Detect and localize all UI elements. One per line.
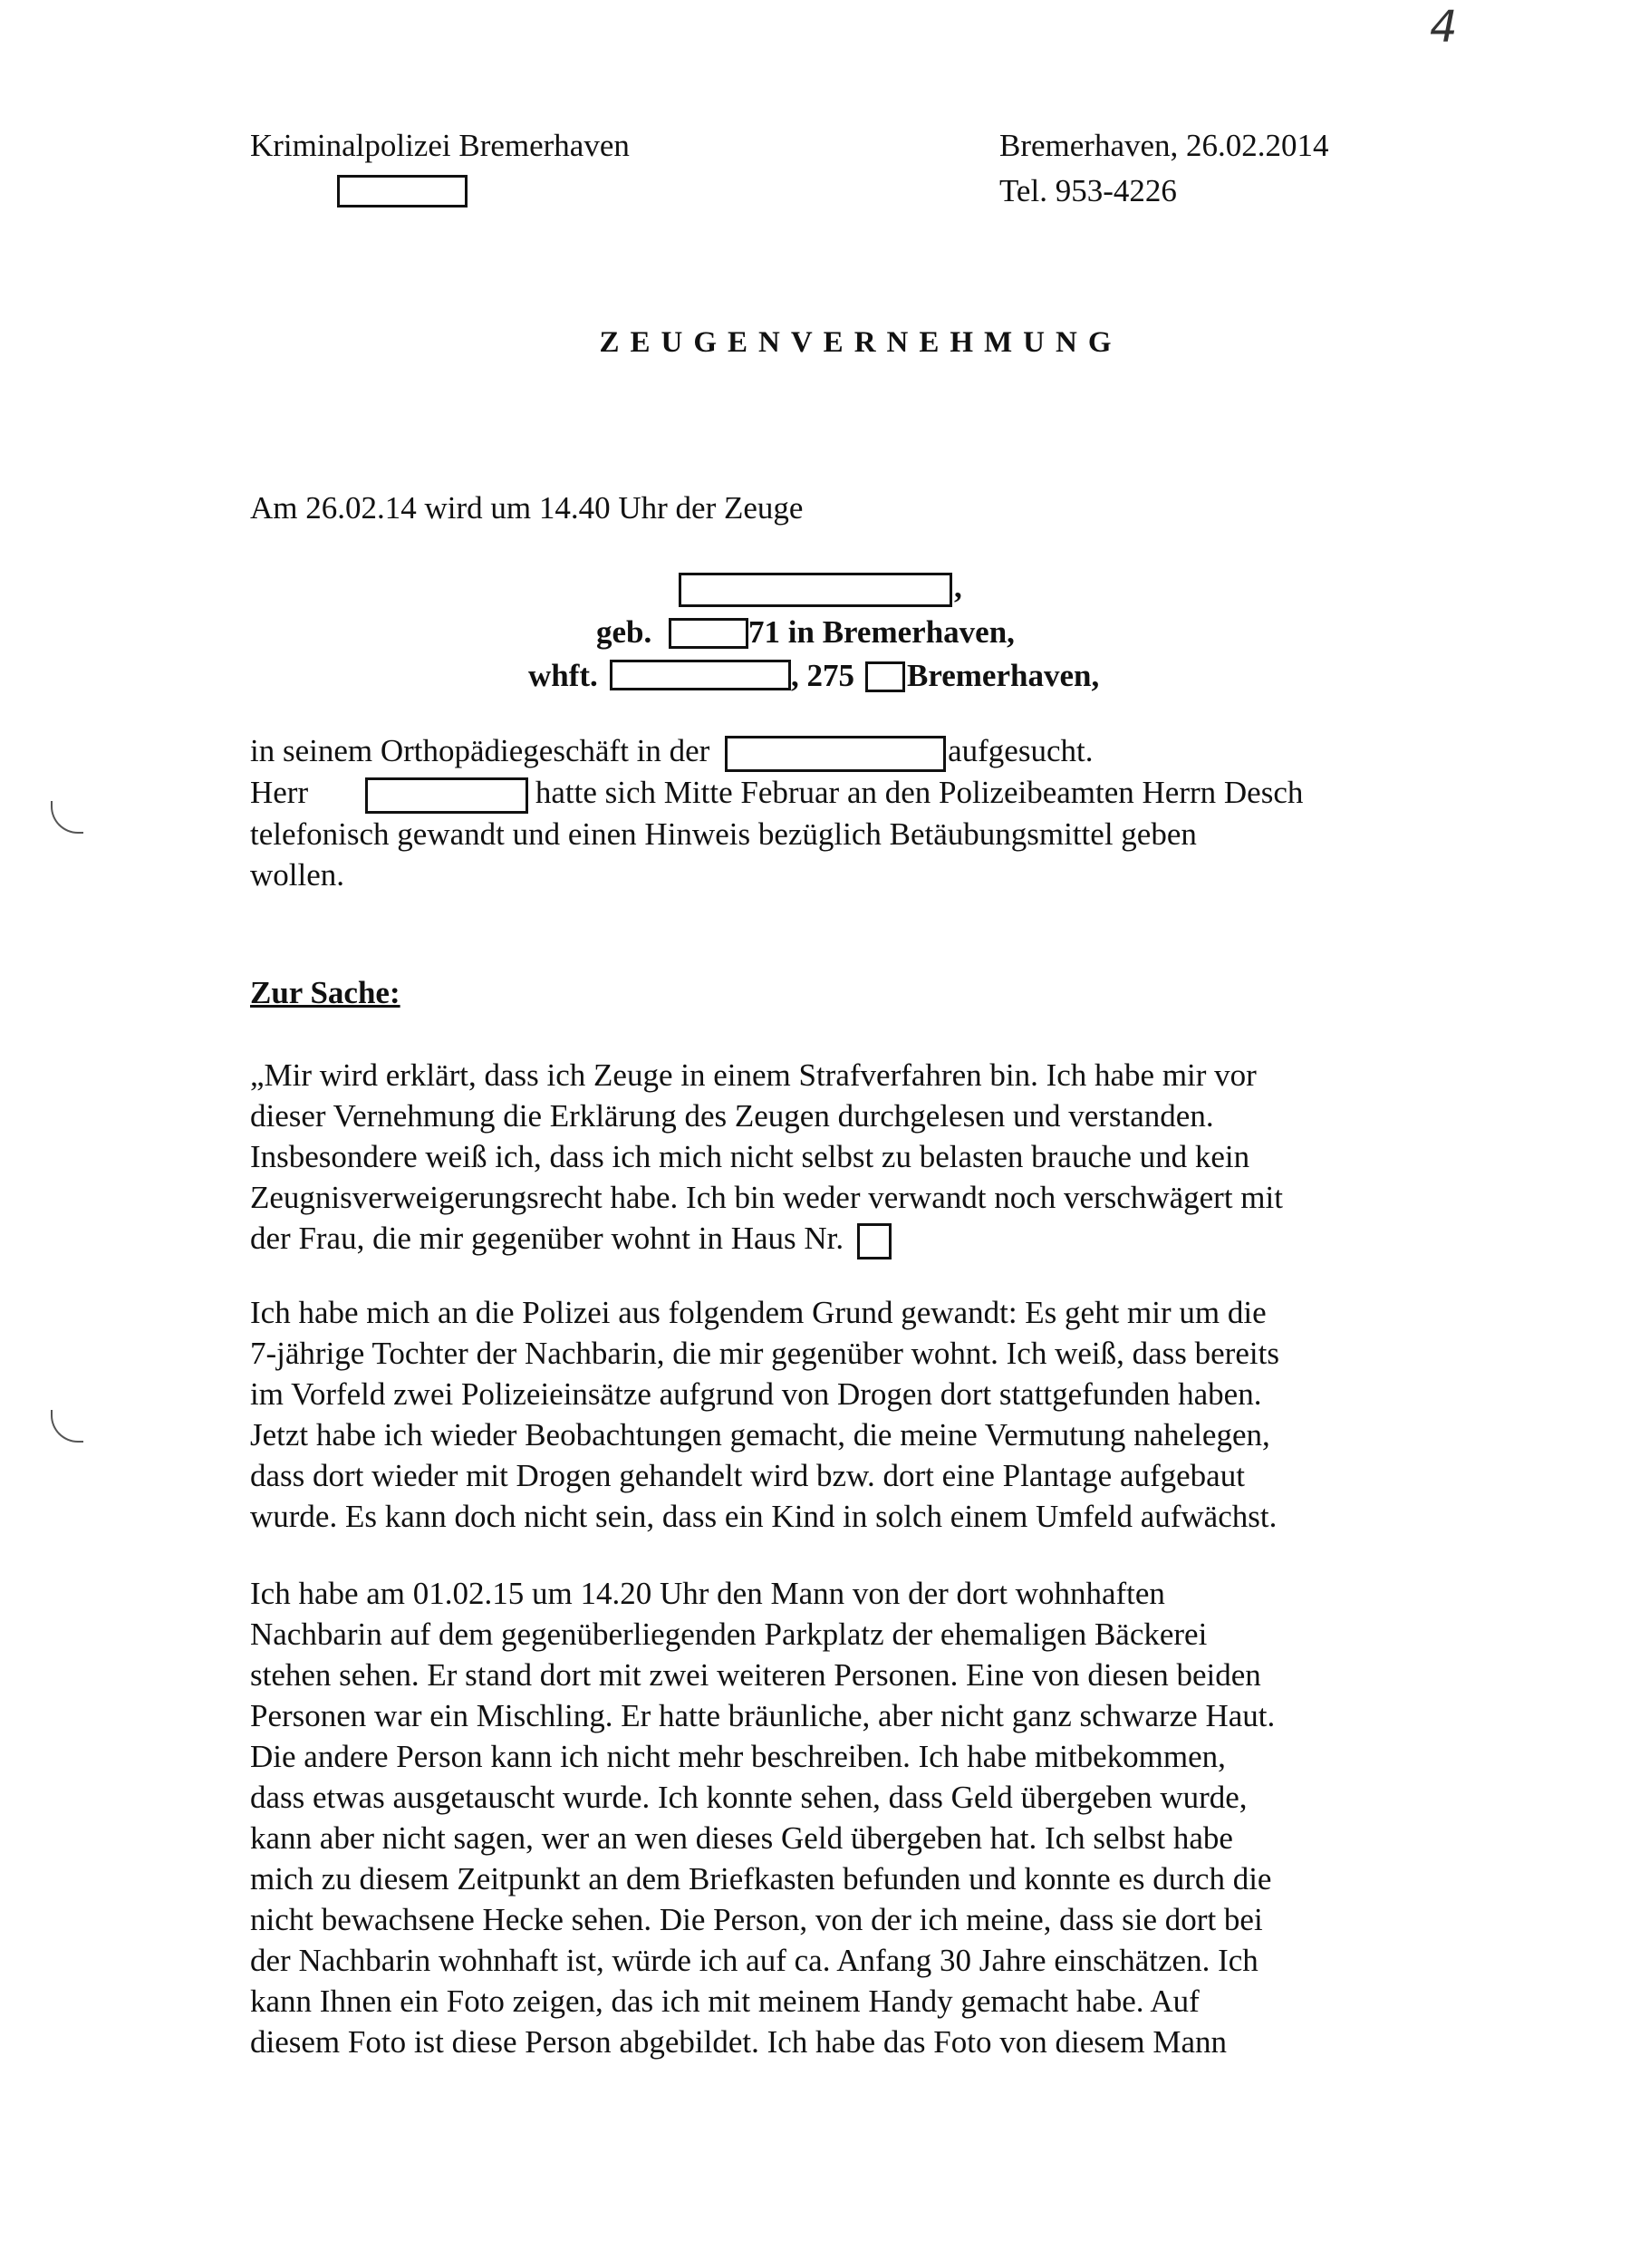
statement-line xyxy=(250,1218,1428,1259)
address-postcode-prefix: , 275 xyxy=(791,658,854,693)
statement-line: Die andere Person kann ich nicht mehr beschreiben. Ich habe mitbekommen, xyxy=(250,1739,1226,1774)
statement-line: Nachbarin auf dem gegenüberliegenden Parkplatz der ehemaligen Bäckerei xyxy=(250,1617,1208,1652)
statement-line: dass etwas ausgetauscht wurde. Ich konnte sehen, dass Geld übergeben wurde, xyxy=(250,1780,1248,1815)
agency-name: Kriminalpolizei Bremerhaven xyxy=(250,128,630,163)
redacted-postcode-digits xyxy=(865,661,905,692)
statement-line: „Mir wird erklärt, dass ich Zeuge in einem Strafverfahren bin. Ich habe mir vor xyxy=(250,1057,1257,1093)
visit-line-1-suffix: aufgesucht. xyxy=(948,733,1094,768)
redacted-street xyxy=(610,660,791,690)
punch-hole-mark xyxy=(51,801,83,834)
address-city: Bremerhaven, xyxy=(907,658,1100,693)
document-title: ZEUGENVERNEHMUNG xyxy=(599,326,1123,359)
visit-paragraph xyxy=(250,730,1428,895)
statement-line: 7-jährige Tochter der Nachbarin, die mir gegenüber wohnt. Ich weiß, dass bereits xyxy=(250,1336,1279,1371)
header-agency-block xyxy=(250,123,630,169)
statement-line: kann Ihnen ein Foto zeigen, das ich mit meinem Handy gemacht habe. Auf xyxy=(250,1983,1200,2019)
statement-line: stehen sehen. Er stand dort mit zwei weiteren Personen. Eine von diesen beiden xyxy=(250,1657,1261,1693)
visit-line-1-prefix: in seinem Orthopädiegeschäft in der xyxy=(250,733,710,768)
visit-line-4: wollen. xyxy=(250,856,345,893)
redacted-birth-date xyxy=(669,618,748,649)
statement-line: Ich habe am 01.02.15 um 14.20 Uhr den Mann von der dort wohnhaften xyxy=(250,1576,1165,1611)
address-prefix: whft. xyxy=(528,658,598,693)
visit-line-3: telefonisch gewandt und einen Hinweis bezüglich Betäubungsmittel geben xyxy=(250,816,1197,852)
birth-row xyxy=(0,611,1649,654)
redacted-street-name xyxy=(725,736,946,772)
punch-hole-mark xyxy=(51,1410,83,1443)
statement-paragraph-1 xyxy=(250,1055,1428,1259)
intro-line: Am 26.02.14 wird um 14.40 Uhr der Zeuge xyxy=(250,490,804,526)
visit-line-2-prefix: Herr xyxy=(250,774,309,810)
address-row xyxy=(0,654,1649,698)
statement-paragraph-3 xyxy=(250,1573,1428,2062)
statement-line: der Nachbarin wohnhaft ist, würde ich auf ca. Anfang 30 Jahre einschätzen. Ich xyxy=(250,1943,1258,1978)
place-date: Bremerhaven, 26.02.2014 xyxy=(999,128,1329,163)
statement-line: Ich habe mich an die Polizei aus folgendem Grund gewandt: Es geht mir um die xyxy=(250,1295,1267,1330)
redacted-witness-surname xyxy=(365,777,528,814)
statement-line: nicht bewachsene Hecke sehen. Die Person, von der ich meine, dass sie dort bei xyxy=(250,1902,1263,1937)
redacted-witness-name xyxy=(679,573,952,607)
page-number: 4 xyxy=(1430,2,1458,53)
statement-line-text: der Frau, die mir gegenüber wohnt in Haus Nr. xyxy=(250,1221,844,1256)
birth-prefix: geb. xyxy=(596,614,652,650)
name-comma: , xyxy=(954,569,962,604)
header-date-block xyxy=(999,123,1329,214)
visit-line-2 xyxy=(250,772,1428,814)
witness-identity-block xyxy=(0,567,1649,698)
statement-line: dass dort wieder mit Drogen gehandelt wird bzw. dort eine Plantage aufgebaut xyxy=(250,1458,1245,1493)
statement-line: kann aber nicht sagen, wer an wen dieses Geld übergeben hat. Ich selbst habe xyxy=(250,1820,1233,1856)
statement-line: wurde. Es kann doch nicht sein, dass ein Kind in solch einem Umfeld aufwächst. xyxy=(250,1499,1278,1534)
visit-line-2-suffix: hatte sich Mitte Februar an den Polizeibeamten Herrn Desch xyxy=(535,774,1304,810)
statement-line: Personen war ein Mischling. Er hatte bräunliche, aber nicht ganz schwarze Haut. xyxy=(250,1698,1276,1733)
witness-name-row xyxy=(0,567,1649,611)
statement-line: Insbesondere weiß ich, dass ich mich nicht selbst zu belasten brauche und kein xyxy=(250,1139,1250,1174)
redacted-reference-number xyxy=(337,175,468,207)
section-heading: Zur Sache: xyxy=(250,975,400,1010)
statement-line: im Vorfeld zwei Polizeieinsätze aufgrund von Drogen dort stattgefunden haben. xyxy=(250,1376,1262,1412)
statement-line: mich zu diesem Zeitpunkt an dem Briefkasten befunden und konnte es durch die xyxy=(250,1861,1272,1896)
statement-line: Jetzt habe ich wieder Beobachtungen gemacht, die meine Vermutung nahelegen, xyxy=(250,1417,1270,1452)
visit-line-1 xyxy=(250,730,1428,772)
birth-suffix: 71 in Bremerhaven, xyxy=(748,614,1015,650)
statement-line: Zeugnisverweigerungsrecht habe. Ich bin weder verwandt noch verschwägert mit xyxy=(250,1180,1283,1215)
statement-paragraph-2 xyxy=(250,1292,1428,1537)
redacted-house-number xyxy=(857,1223,892,1259)
statement-line: dieser Vernehmung die Erklärung des Zeugen durchgelesen und verstanden. xyxy=(250,1098,1214,1134)
phone-number: Tel. 953-4226 xyxy=(999,173,1177,208)
statement-line: diesem Foto ist diese Person abgebildet. Ich habe das Foto von diesem Mann xyxy=(250,2024,1228,2060)
